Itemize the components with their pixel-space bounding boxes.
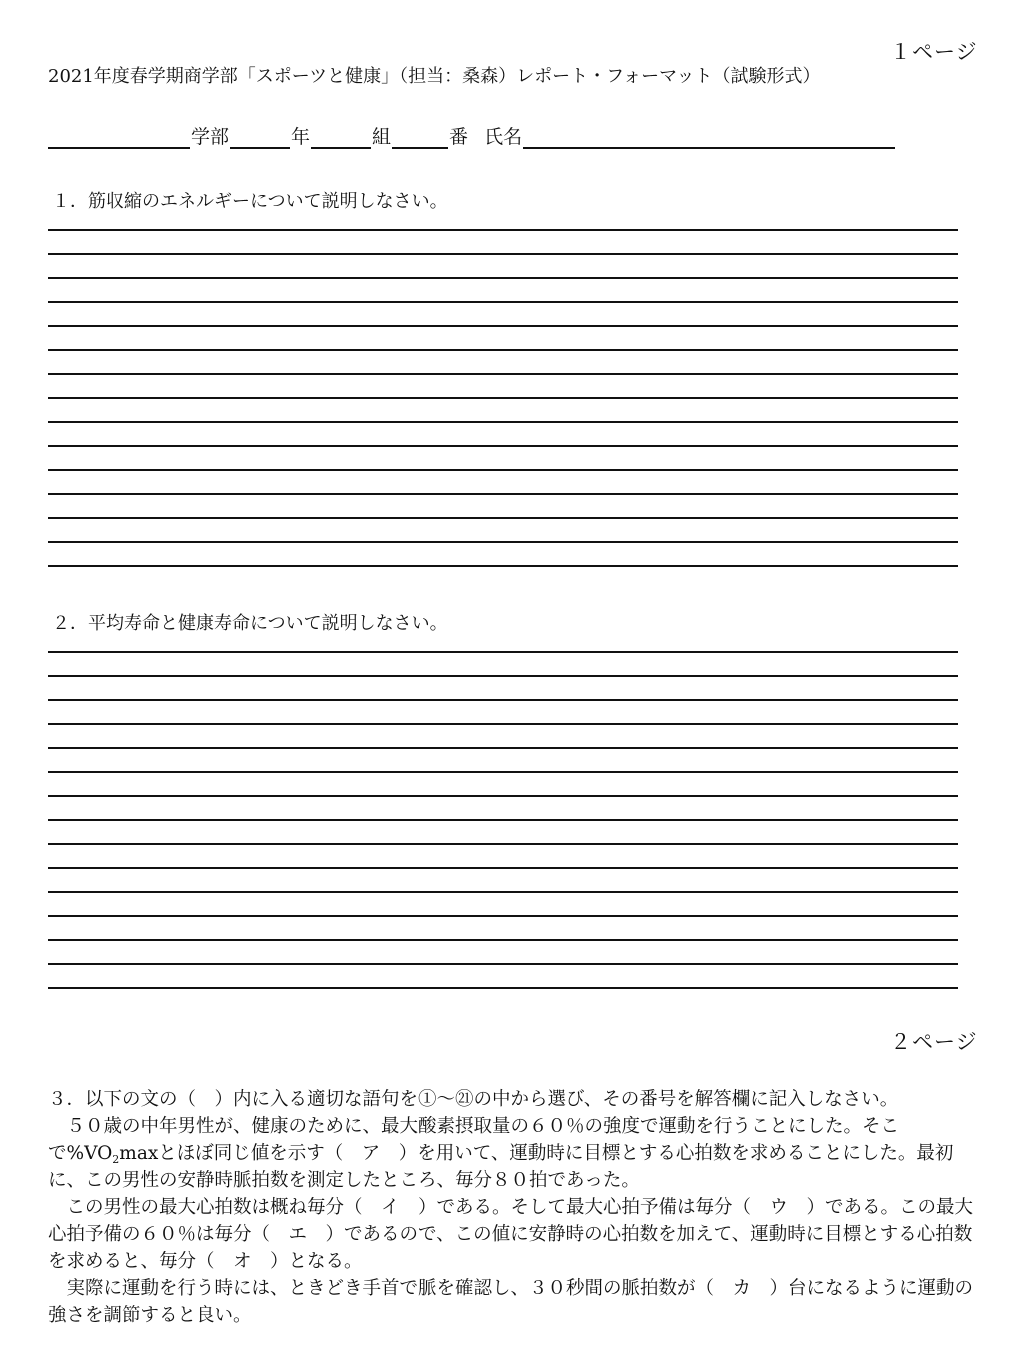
answer-line	[48, 771, 958, 773]
name-label: 氏名	[484, 126, 523, 148]
answer-line	[48, 843, 958, 845]
answer-line	[48, 493, 958, 495]
year-field[interactable]	[230, 125, 290, 149]
name-field[interactable]	[523, 125, 895, 149]
answer-line	[48, 517, 958, 519]
question-3-paragraph-3: 実際に運動を行う時には、ときどき手首で脈を確認し、３０秒間の脈拍数が（ カ ）台になるように運動の強さを調節すると良い。	[48, 1278, 974, 1326]
answer-line	[48, 229, 958, 231]
class-label: 組	[372, 126, 392, 148]
answer-line	[48, 421, 958, 423]
vo2-subscript: 2	[112, 1153, 120, 1166]
answer-line	[48, 277, 958, 279]
answer-line	[48, 349, 958, 351]
student-id-line	[48, 122, 895, 149]
page-title: 2021年度春学期商学部「スポーツと健康」（担当：桑森）レポート・フォーマット（試験形式）	[48, 66, 821, 87]
answer-line	[48, 819, 958, 821]
answer-line	[48, 939, 958, 941]
question-3	[48, 1086, 976, 1329]
answer-line	[48, 651, 958, 653]
class-field[interactable]	[311, 125, 371, 149]
page-number-2: ２ページ	[890, 1030, 978, 1054]
answer-line	[48, 565, 958, 567]
answer-line	[48, 963, 958, 965]
answer-line	[48, 699, 958, 701]
answer-line	[48, 915, 958, 917]
year-label: 年	[291, 126, 311, 148]
question-3-paragraph-1	[48, 1113, 976, 1194]
answer-line	[48, 325, 958, 327]
answer-line	[48, 541, 958, 543]
faculty-field[interactable]	[48, 125, 190, 149]
number-field[interactable]	[392, 125, 448, 149]
question-3-heading: ３．以下の文の（ ）内に入る適切な語句を①〜㉑の中から選び、その番号を解答欄に記入しなさい。	[48, 1089, 899, 1110]
answer-line	[48, 373, 958, 375]
faculty-label: 学部	[191, 126, 230, 148]
answer-line	[48, 987, 958, 989]
number-label: 番	[449, 126, 469, 148]
answer-line	[48, 253, 958, 255]
question-2: ２．平均寿命と健康寿命について説明しなさい。	[52, 613, 448, 634]
answer-line	[48, 867, 958, 869]
question-1: １．筋収縮のエネルギーについて説明しなさい。	[52, 191, 448, 212]
paragraph-1-part-b: maxとほぼ同じ値を示す（ ア ）を用いて、運動時に目標とする心拍数を求めることにした。最初に、この男性の安静時脈拍数を測定したところ、毎分８０拍であった。	[48, 1143, 954, 1191]
answer-line	[48, 397, 958, 399]
paragraph-1-part-a: ５０歳の中年男性が、健康のために、最大酸素摂取量の６０％の強度で運動を行うことにした。そこで%VO	[48, 1116, 900, 1164]
answer-line	[48, 675, 958, 677]
answer-line	[48, 301, 958, 303]
answer-line	[48, 469, 958, 471]
answer-line	[48, 891, 958, 893]
answer-line	[48, 795, 958, 797]
question-3-paragraph-2: この男性の最大心拍数は概ね毎分（ イ ）である。そして最大心拍予備は毎分（ ウ ）である。この最大心拍予備の６０％は毎分（ エ ）であるので、この値に安静時の心拍数を加えて、運動時に目標とする心拍数を求めると、毎分（ オ ）となる。	[48, 1197, 974, 1272]
answer-line	[48, 723, 958, 725]
answer-line	[48, 747, 958, 749]
page-number-1: １ページ	[890, 40, 978, 64]
answer-line	[48, 445, 958, 447]
